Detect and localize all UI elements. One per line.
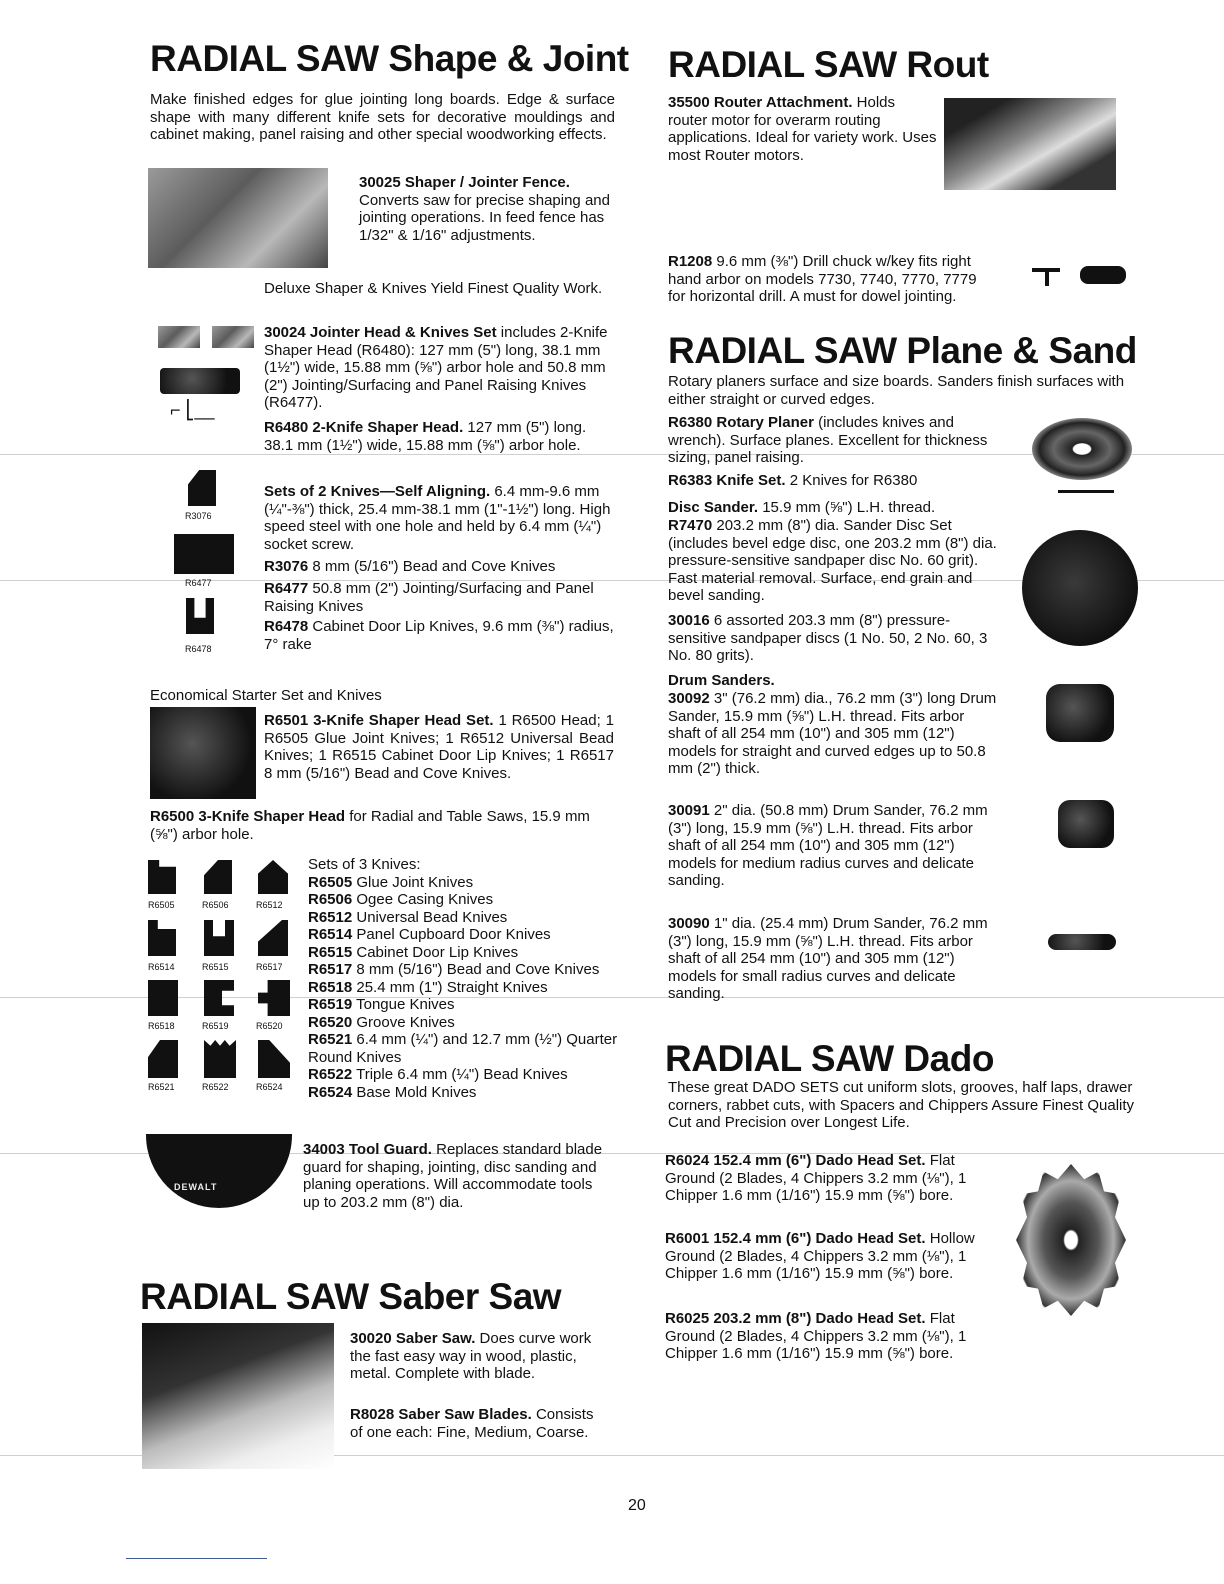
sets3-list [308,856,618,1101]
knife-code: R6506 [308,891,353,908]
knife-code: R6515 [308,943,353,961]
r6501-text [264,712,614,782]
sets3-heading: Sets of 3 Knives: [308,856,421,873]
r6024-title: R6024 152.4 mm (6") Dado Head Set. [665,1152,926,1169]
r6001-title: R6001 152.4 mm (6") Dado Head Set. [665,1230,926,1247]
heading-shape-joint: RADIAL SAW Shape & Joint [150,38,629,79]
disc-title: Disc Sander. [668,499,759,516]
knife-item [308,996,618,1014]
saber-saw-photo [142,1323,334,1469]
r7470-text [668,517,998,605]
r6520-knife-icon [258,980,290,1016]
knife-code: R6518 [308,978,353,996]
knife-code: R6522 [308,1066,353,1083]
d30090-desc: 1" dia. (25.4 mm) Drum Sander, 76.2 mm (3") long, 15.9 mm (⅝") L.H. thread. Fits arbor shaft of all 254 mm (10") and 305 mm (12") models for small radius curves and delicate sanding. [668,915,988,1002]
shaper-head-photo [160,368,240,394]
shaper-fence-photo [148,168,328,268]
r3076-desc: 8 mm (5/16") Bead and Cove Knives [312,558,556,575]
d30092-text [668,690,998,778]
r6521-knife-icon [148,1040,178,1078]
d30090-title: 30090 [668,915,710,932]
router-title: 35500 Router Attachment. [668,94,853,111]
r6524-knife-icon [258,1040,290,1078]
r6517-label: R6517 [256,962,283,972]
knife-desc: 8 mm (5/16") Bead and Cove Knives [356,961,600,978]
r3076-text [264,558,614,576]
knife-item [308,891,618,909]
r6506-knife-icon [204,860,232,894]
r6506-label: R6506 [202,900,229,910]
page-number: 20 [628,1497,646,1514]
r6477-knife-icon [174,534,234,574]
r6478-desc: Cabinet Door Lip Knives, 9.6 mm (⅜") radius, 7° rake [264,618,614,653]
planer-title: R6380 Rotary Planer [668,414,814,431]
knife-code: R6524 [308,1083,353,1101]
r6515-knife-icon [204,920,234,956]
knife-desc: Cabinet Door Lip Knives [356,943,519,961]
knife-item [308,1084,618,1102]
drum-sander-2in-icon [1058,800,1114,848]
guard-title: 34003 Tool Guard. [303,1141,432,1158]
knife-set-desc: 2 Knives for R6380 [789,472,918,489]
d30090-text [668,915,998,1003]
r6478-label: R6478 [185,644,212,654]
r6517-knife-icon [258,920,288,956]
r6514-knife-icon [148,920,176,956]
r6501-title: R6501 3-Knife Shaper Head Set. [264,712,494,729]
r3076-code: R3076 [264,558,309,575]
drum-sander-3in-icon [1046,684,1114,742]
knife-desc: Universal Bead Knives [356,908,508,926]
r6478-knife-icon [186,598,214,634]
economical-heading: Economical Starter Set and Knives [150,687,382,704]
knife-desc: Base Mold Knives [356,1083,477,1101]
knife-item [308,1031,618,1066]
knife-item [308,874,618,892]
guard-brand-label: DEWALT [174,1182,218,1192]
r6480-text [264,419,616,454]
drum-sander-1in-icon [1048,934,1116,950]
r6477-desc: 50.8 mm (2") Jointing/Surfacing and Panel Raising Knives [264,580,594,615]
sets2-title: Sets of 2 Knives—Self Aligning. [264,483,491,500]
knife-item [308,909,618,927]
d30092-desc: 3" (76.2 mm) dia., 76.2 mm (3") long Drum Sander, 15.9 mm (⅝") L.H. thread. Fits arbor shaft of all 254 mm (10") and 305 mm (12") models for straight and curved edges up to 50.8 mm (2") thick. [668,690,997,777]
saber-text [350,1330,608,1383]
plane-intro: Rotary planers surface and size boards. Sanders finish surfaces with either straight or curved edges. [668,373,1125,408]
knife-item [308,961,618,979]
drum-heading-text: Drum Sanders. [668,672,775,689]
planer-desc: (includes knives and wrench). Surface planes. Excellent for thickness sizing, panel raising. [668,414,988,466]
sander-disc-icon [1022,530,1138,646]
r6512-label: R6512 [256,900,283,910]
knife-code: R6520 [308,1013,353,1031]
r6522-label: R6522 [202,1082,229,1092]
r6524-label: R6524 [256,1082,283,1092]
sets2-desc: 6.4 mm-9.6 mm (¼"-⅜") thick, 25.4 mm-38.1 mm (1"-1½") long. High speed steel with one hole and held by 6.4 mm (¼") socket screw. [264,483,611,553]
jointer-knives-photo-2 [212,326,254,348]
knife-set-title: R6383 Knife Set. [668,472,786,489]
knife-code: R6514 [308,926,353,943]
deluxe-heading: Deluxe Shaper & Knives Yield Finest Quality Work. [264,280,603,297]
fence-text [359,174,615,244]
router-desc: Holds router motor for overarm routing applications. Ideal for variety work. Uses most Router motors. [668,94,937,164]
saber-title: 30020 Saber Saw. [350,1330,476,1347]
jointer-knives-photo-1 [158,326,200,348]
router-text [668,94,938,164]
knife-item [308,944,618,962]
r6501-desc: 1 R6500 Head; 1 R6505 Glue Joint Knives; 1 R6512 Universal Bead Knives; 1 R6515 Cabinet Door Lip Knives; 1 R6517 8 mm (5/16") Bead and Cove Knives. [264,712,614,782]
r6480-desc: 127 mm (5") long. 38.1 mm (1½") wide, 15.88 mm (⅝") arbor hole. [264,419,587,454]
sets2-text [264,483,614,553]
planer-wrench-icon [1058,490,1114,493]
r6518-label: R6518 [148,1021,175,1031]
disc-text [668,499,998,517]
three-knife-head-photo [150,707,256,799]
fence-title: Shaper / Jointer Fence. [404,174,570,191]
chuck-title: R1208 [668,253,713,270]
jointer-text [264,324,616,412]
dado-intro: These great DADO SETS cut uniform slots, grooves, half laps, drawer corners, rabbet cuts, with Spacers and Chippers Assure Finest Quality Cut and Precision over Longest Life. [668,1079,1135,1131]
r6024-text [665,1152,995,1205]
r6514-label: R6514 [148,962,175,972]
saber-blades-text [350,1406,608,1441]
r6521-label: R6521 [148,1082,175,1092]
drum-heading [668,672,998,690]
heading-rout: RADIAL SAW Rout [668,44,989,85]
r6519-knife-icon [204,980,234,1016]
r6001-desc: Hollow Ground (2 Blades, 4 Chippers 3.2 mm (⅛"), 1 Chipper 1.6 mm (1/16") 15.9 mm (⅝") bore. [665,1230,975,1282]
r6505-knife-icon [148,860,176,894]
r6477-text [264,580,614,615]
tool-guard-photo [146,1134,292,1208]
knife-desc: 6.4 mm (¼") and 12.7 mm (½") Quarter Round Knives [308,1031,618,1066]
jointer-title: 30024 Jointer Head & Knives Set [264,324,497,341]
jointer-desc: includes 2-Knife Shaper Head (R6480): 127 mm (5") long, 38.1 mm (1½") wide, 15.88 mm (⅝") arbor hole and 50.8 mm (2") Jointing/Surfacing and Panel Raising Knives (R6477). [264,324,608,411]
p30016-title: 30016 [668,612,710,629]
guard-text [303,1141,611,1211]
r6515-label: R6515 [202,962,229,972]
rotary-planer-icon [1032,418,1132,480]
knife-desc: Groove Knives [356,1013,455,1031]
r6500-text [150,808,615,843]
r6519-label: R6519 [202,1021,229,1031]
knife-desc: 25.4 mm (1") Straight Knives [356,978,548,996]
d30091-title: 30091 [668,802,710,819]
saber-blades-desc: Consists of one each: Fine, Medium, Coarse. [350,1406,594,1441]
d30091-desc: 2" dia. (50.8 mm) Drum Sander, 76.2 mm (3") long, 15.9 mm (⅝") L.H. thread. Fits arbor shaft of all 254 mm (10") and 305 mm (12") models for medium radius curves and delicate sanding. [668,802,988,889]
chuck-desc: 9.6 mm (⅜") Drill chuck w/key fits right hand arbor on models 7730, 7740, 7770, 7779 for horizontal drill. A must for dowel jointing. [668,253,977,305]
r6477-code: R6477 [264,580,309,597]
r6480-title: R6480 2-Knife Shaper Head. [264,419,464,436]
d30092-title: 30092 [668,690,710,707]
chuck-text [668,253,998,306]
r6025-desc: Flat Ground (2 Blades, 4 Chippers 3.2 mm (⅛"), 1 Chipper 1.6 mm (1/16") 15.9 mm (⅝") bore. [665,1310,967,1362]
heading-saber: RADIAL SAW Saber Saw [140,1276,562,1317]
r6025-text [665,1310,995,1363]
knife-desc: Triple 6.4 mm (¼") Bead Knives [356,1066,568,1083]
r6500-title: R6500 3-Knife Shaper Head [150,808,346,825]
r6025-title: R6025 203.2 mm (8") Dado Head Set. [665,1310,926,1327]
dado-blade-icon [1016,1164,1126,1316]
drill-chuck-key-stem [1045,268,1049,286]
r6001-text [665,1230,995,1283]
r6024-desc: Flat Ground (2 Blades, 4 Chippers 3.2 mm (⅛"), 1 Chipper 1.6 mm (1/16") 15.9 mm (⅝") bore. [665,1152,967,1204]
knife-desc: Tongue Knives [356,996,455,1013]
knife-code: R6512 [308,908,353,926]
p30016-desc: 6 assorted 203.3 mm (8") pressure-sensitive sandpaper discs (1 No. 50, 2 No. 60, 3 No. 80 grits). [668,612,988,664]
r6477-label: R6477 [185,578,212,588]
fence-desc: Converts saw for precise shaping and jointing operations. In feed fence has 1/32" & 1/16" adjustments. [359,191,610,244]
knife-code: R6517 [308,961,353,978]
knife-item [308,926,618,944]
knife-desc: Panel Cupboard Door Knives [356,926,551,943]
knife-desc: Ogee Casing Knives [356,891,494,908]
heading-dado: RADIAL SAW Dado [665,1038,994,1079]
r6505-label: R6505 [148,900,175,910]
planer-text [668,414,998,467]
r6500-desc: for Radial and Table Saws, 15.9 mm (⅝") arbor hole. [150,808,590,843]
saber-blades-title: R8028 Saber Saw Blades. [350,1406,532,1423]
p30016-text [668,612,998,665]
r6512-knife-icon [258,860,288,894]
hex-key-glyph: ⌐ ⎣__ [170,400,215,420]
router-attachment-photo [944,98,1116,190]
knife-set-text [668,472,998,490]
disc-desc: 15.9 mm (⅝") L.H. thread. [762,499,936,516]
knife-item [308,1066,618,1084]
guard-desc: Replaces standard blade guard for shaping, jointing, disc sanding and planing operations. Will accommodate tools up to 203.2 mm (8") dia. [303,1141,603,1211]
link-underline [126,1558,267,1559]
r7470-title: R7470 [668,517,713,534]
r3076-knife-icon [188,470,216,506]
knife-item [308,979,618,997]
r7470-desc: 203.2 mm (8") dia. Sander Disc Set (includes bevel edge disc, one 203.2 mm (8") dia. pressure-sensitive sandpaper disc No. 60 grit). Fast material removal. Surface, end grain and bevel sanding. [668,517,997,604]
knife-item [308,1014,618,1032]
knife-code: R6521 [308,1031,353,1048]
fence-code: 30025 [359,174,401,191]
knife-code: R6519 [308,996,353,1013]
d30091-text [668,802,998,890]
r6478-code: R6478 [264,618,309,635]
knife-desc: Glue Joint Knives [356,873,474,891]
knife-code: R6505 [308,873,353,891]
r3076-label: R3076 [185,511,212,521]
r6478-text [264,618,614,653]
r6518-knife-icon [148,980,178,1016]
saber-desc: Does curve work the fast easy way in wood, plastic, metal. Complete with blade. [350,1330,592,1382]
shape-intro: Make finished edges for glue jointing long boards. Edge & surface shape with many different knife sets for decorative mouldings and cabinet making, panel raising and other special woodworking effects. [150,91,615,143]
r6522-knife-icon [204,1040,236,1078]
heading-plane-sand: RADIAL SAW Plane & Sand [668,330,1137,371]
drill-chuck-icon [1080,266,1126,284]
r6520-label: R6520 [256,1021,283,1031]
